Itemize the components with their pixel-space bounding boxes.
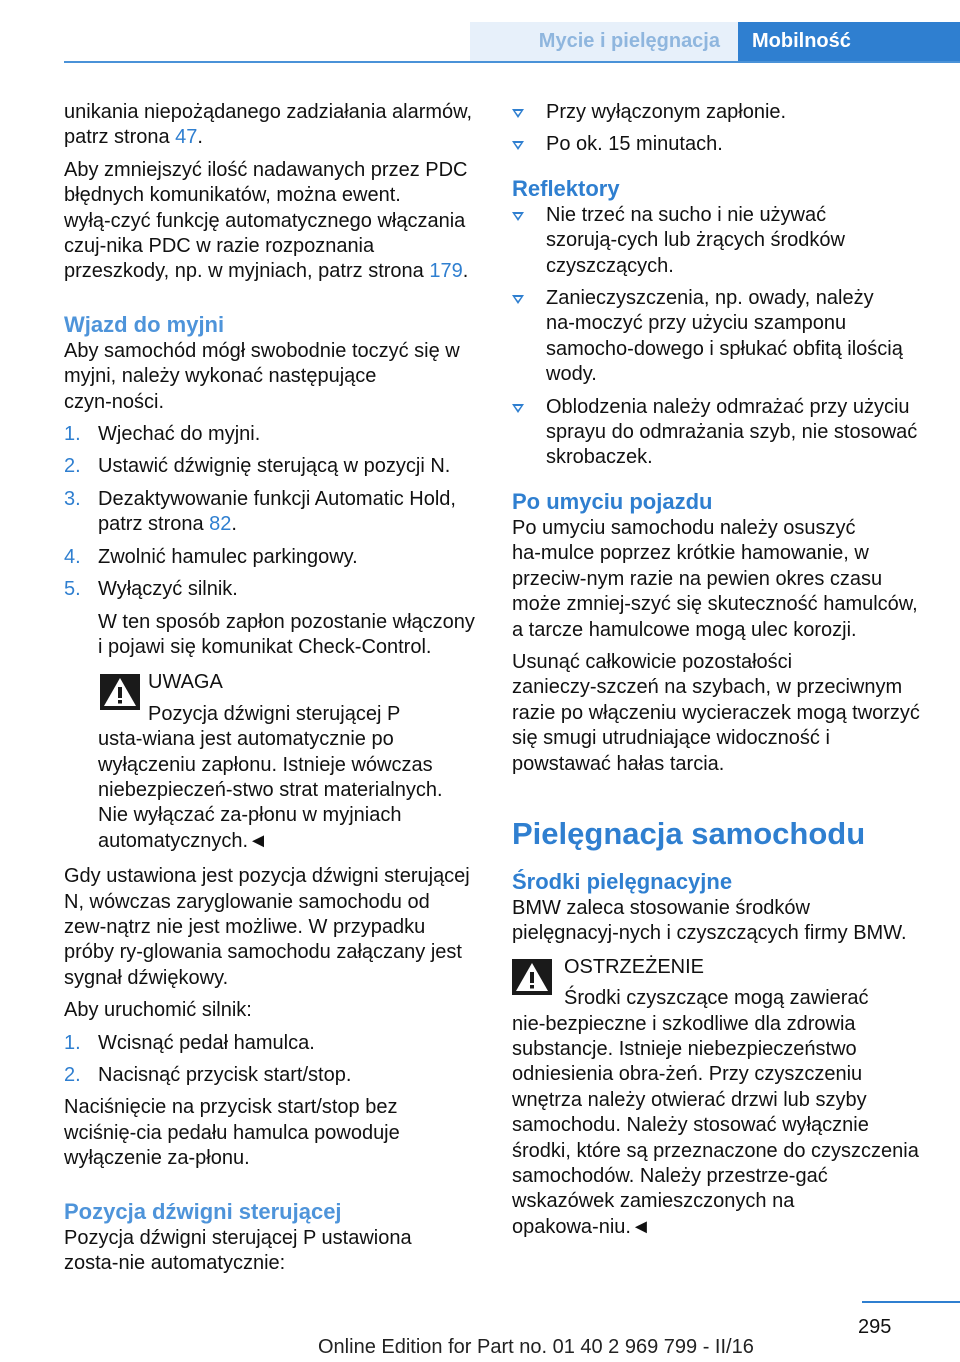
list-item [64, 1031, 478, 1056]
footer-rule [862, 1301, 960, 1303]
list-item [64, 422, 478, 447]
step-text: Dezaktywowanie funkcji Automatic Hold, patrz strona [98, 487, 456, 536]
warning-text [512, 986, 926, 1240]
page-link-179[interactable]: 179 [429, 260, 463, 283]
step-text: Ustawić dźwignię sterującą w pozycji N. [98, 455, 451, 478]
page-header [0, 0, 960, 62]
page-number: 295 [858, 1316, 892, 1338]
list-item [64, 577, 478, 602]
heading-lever-position: Pozycja dźwigni sterującej [64, 1198, 342, 1224]
step-number: 2. [64, 1064, 81, 1086]
step-number: 3. [64, 487, 81, 510]
edition-note: Online Edition for Part no. 01 40 2 969 799 - II/16 [318, 1336, 754, 1358]
paragraph-bmw: BMW zaleca stosowanie środków pielęgnacyj‑nych i czyszczących firmy BMW. [512, 896, 907, 945]
list-item [512, 286, 926, 388]
paragraph-n-lock: Gdy ustawiona jest pozycja dźwigni sterującej N, wówczas zaryglowanie samochodu od zew‑nątrz nie jest możliwe. W przypadku próby ry‑glowania samochodu załączany jest sygnał dźwiękowy. [64, 865, 470, 989]
step-number: 1. [64, 423, 81, 446]
step5-note: W ten sposób zapłon pozostanie włączony i pojawi się komunikat Check-Control. [98, 610, 475, 658]
list-item [64, 1063, 478, 1088]
list-text: Po ok. 15 minutach. [546, 133, 723, 156]
list-item [64, 545, 478, 570]
list-text: Zanieczyszczenia, np. owady, należy na‑moczyć przy użyciu szamponu samocho‑dowego i spłukać obfitą ilością wody. [546, 287, 903, 386]
step-number: 1. [64, 1031, 81, 1054]
step-number: 2. [64, 455, 81, 478]
page-link-47[interactable]: 47 [175, 126, 198, 149]
step-number: 5. [64, 578, 81, 601]
step-text: Nacisnąć przycisk start/stop. [98, 1064, 352, 1086]
step-text: Wjechać do myjni. [98, 423, 261, 446]
bullet-triangle-icon [512, 212, 524, 221]
warning-triangle-icon [100, 674, 140, 710]
bullet-triangle-icon [512, 295, 524, 304]
chapter-tab[interactable] [738, 22, 960, 62]
heading-headlights: Reflektory [512, 175, 620, 201]
left-column [64, 100, 478, 1283]
caution-notice [64, 670, 478, 854]
paragraph-lever: Pozycja dźwigni sterującej P ustawiona zosta‑nie automatycznie: [64, 1226, 412, 1275]
heading-car-care: Pielęgnacja samochodu [512, 815, 866, 851]
paragraph-after-2: Usunąć całkowicie pozostałości zanieczy‑szczeń na szybach, w przeciwnym razie po włączeniu wycieraczek mogą tworzyć się smugi utrudniające widoczność i powstawać hałas tarcia. [512, 650, 920, 775]
paragraph-wash-intro: Aby samochód mógł swobodnie toczyć się w myjni, należy wykonać następujące czyn‑ności. [64, 339, 460, 413]
warning-triangle-icon [512, 959, 552, 995]
paragraph-start: Aby uruchomić silnik: [64, 999, 252, 1022]
paragraph-text: Aby zmniejszyć ilość nadawanych przez PDC błędnych komunikatów, można ewent. wyłą‑czyć funkcję automatycznego włączania czuj‑nika PDC w razie rozpoznania przeszkody, np. w myjniach, patrz strona [64, 158, 468, 283]
heading-car-wash: Wjazd do myjni [64, 311, 225, 337]
paragraph-after-1: Po umyciu samochodu należy osuszyć ha‑mulce poprzez krótkie hamowanie, w przeciw‑nym razie na pewien okres czasu może zmniej‑szyć się skuteczność hamulców, a tarcze hamulcowe mogą ulec korozji. [512, 516, 918, 641]
list-text: Nie trzeć na sucho i nie używać szorują‑cych lub żrących środków czyszczących. [546, 203, 845, 277]
heading-after-wash: Po umyciu pojazdu [512, 488, 713, 514]
step-end: . [231, 513, 237, 536]
paragraph-press: Naciśnięcie na przycisk start/stop bez wciśnię‑cia pedału hamulca powoduje wyłączenie za‑płonu. [64, 1096, 400, 1170]
caution-text [98, 702, 478, 854]
paragraph-pdc [64, 158, 478, 285]
caution-title: UWAGA [148, 671, 223, 694]
section-tab-label: Mycie i pielęgnacja [538, 30, 720, 52]
list-item [512, 100, 926, 125]
warning-notice [512, 955, 926, 1240]
step-text: Zwolnić hamulec parkingowy. [98, 545, 358, 568]
caution-body: Pozycja dźwigni sterującej P usta‑wiana jest automatycznie po wyłączeniu zapłonu. Istnieje wówczas niebezpieczeń‑stwo strat materialnych. Nie wyłączać za‑płonu w myjniach automatycznych.◄ [98, 702, 443, 852]
paragraph-text: unikania niepożądanego zadziałania alarmów, patrz strona [64, 101, 473, 149]
headlights-list [512, 203, 926, 471]
step-text: Wcisnąć pedał hamulca. [98, 1031, 315, 1054]
list-text: Oblodzenia należy odmrażać przy użyciu sprayu do odmrażania szyb, nie stosować skrobaczek. [546, 395, 918, 469]
paragraph-alarm [64, 100, 478, 151]
right-column [512, 100, 926, 1247]
paragraph-end: . [462, 260, 469, 283]
list-item [512, 395, 926, 471]
warning-body: Środki czyszczące mogą zawierać nie‑bezpieczne i szkodliwe dla zdrowia substancje. Istnieje niebezpieczeństwo odniesienia obra‑żeń. Przy czyszczeniu wnętrza należy otwierać drzwi lub szyby samochodu. Należy stosować wyłącznie środki, które są przeznaczone do czyszczenia samochodów. Należy przestrze‑gać wskazówek zamieszczonych na opakowa‑niu.◄ [512, 987, 919, 1238]
start-steps-list [64, 1031, 478, 1089]
header-rule [64, 61, 960, 63]
warning-title: OSTRZEŻENIE [564, 955, 705, 978]
page-link-82[interactable]: 82 [209, 513, 232, 536]
list-item [512, 203, 926, 279]
list-item [64, 454, 478, 479]
bullet-triangle-icon [512, 141, 524, 150]
list-item [512, 132, 926, 157]
list-item [64, 487, 478, 538]
bullet-triangle-icon [512, 404, 524, 413]
wash-steps-list [64, 422, 478, 602]
step-number: 4. [64, 545, 81, 568]
step-text: Wyłączyć silnik. [98, 578, 238, 601]
chapter-tab-label: Mobilność [752, 30, 851, 52]
lever-conditions-list [512, 100, 926, 158]
heading-care-products: Środki pielęgnacyjne [512, 868, 733, 894]
bullet-triangle-icon [512, 109, 524, 118]
section-tab[interactable] [470, 22, 738, 62]
paragraph-end: . [197, 126, 203, 149]
list-text: Przy wyłączonym zapłonie. [546, 101, 787, 123]
